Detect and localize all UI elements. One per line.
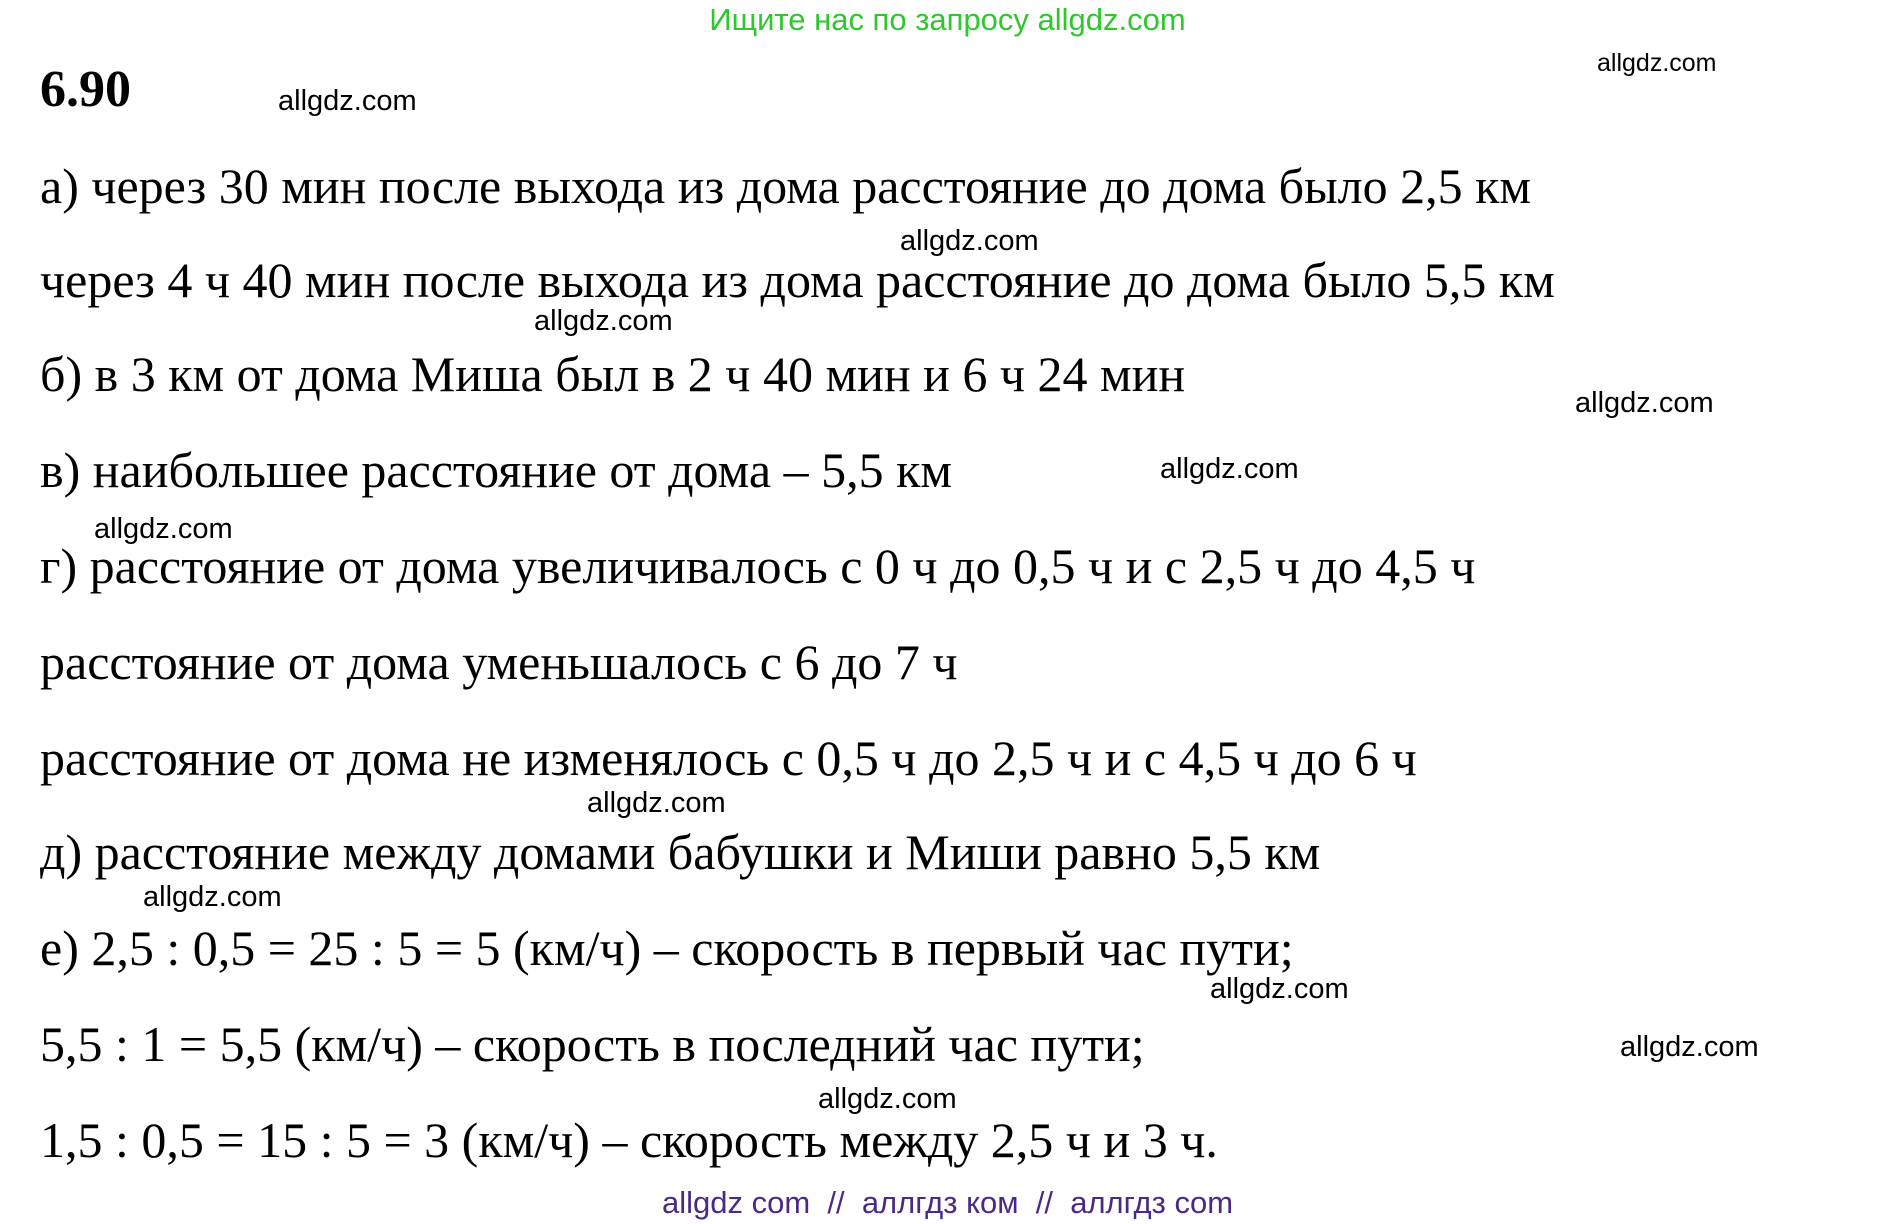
watermark: allgdz.com bbox=[534, 305, 673, 337]
watermark: allgdz.com bbox=[587, 787, 726, 819]
watermark: allgdz.com bbox=[1597, 49, 1717, 77]
watermark: allgdz.com bbox=[1160, 453, 1299, 485]
answer-line-e1: е) 2,5 : 0,5 = 25 : 5 = 5 (км/ч) – скорость в первый час пути; bbox=[40, 920, 1294, 976]
answer-line-e2: 5,5 : 1 = 5,5 (км/ч) – скорость в последний час пути; bbox=[40, 1016, 1145, 1072]
footer-links: allgdz com // аллгдз ком // аллгдз com bbox=[661, 1185, 1234, 1220]
answer-line-v: в) наибольшее расстояние от дома – 5,5 км bbox=[40, 442, 953, 498]
answer-line-g2: расстояние от дома уменьшалось с 6 до 7 ч bbox=[40, 634, 958, 690]
answer-line-g3: расстояние от дома не изменялось с 0,5 ч до 2,5 ч и с 4,5 ч до 6 ч bbox=[40, 730, 1417, 786]
answer-line-a1: а) через 30 мин после выхода из дома расстояние до дома было 2,5 км bbox=[40, 158, 1532, 214]
watermark: allgdz.com bbox=[94, 513, 233, 545]
answer-line-g1: г) расстояние от дома увеличивалось с 0 ч до 0,5 ч и с 2,5 ч до 4,5 ч bbox=[40, 538, 1476, 594]
watermark: allgdz.com bbox=[143, 881, 282, 913]
watermark: allgdz.com bbox=[818, 1083, 957, 1115]
problem-number: 6.90 bbox=[40, 61, 131, 118]
watermark: allgdz.com bbox=[278, 85, 417, 117]
watermark: allgdz.com bbox=[1210, 973, 1349, 1005]
answer-line-b: б) в 3 км от дома Миша был в 2 ч 40 мин и 6 ч 24 мин bbox=[40, 346, 1186, 402]
watermark: allgdz.com bbox=[1620, 1031, 1759, 1063]
answer-line-e3: 1,5 : 0,5 = 15 : 5 = 3 (км/ч) – скорость между 2,5 ч и 3 ч. bbox=[40, 1112, 1218, 1168]
answer-line-d: д) расстояние между домами бабушки и Миши равно 5,5 км bbox=[40, 824, 1321, 880]
watermark: allgdz.com bbox=[900, 225, 1039, 257]
search-banner: Ищите нас по запросу allgdz.com bbox=[709, 2, 1186, 37]
watermark: allgdz.com bbox=[1575, 387, 1714, 419]
answer-line-a2: через 4 ч 40 мин после выхода из дома расстояние до дома было 5,5 км bbox=[40, 252, 1555, 308]
